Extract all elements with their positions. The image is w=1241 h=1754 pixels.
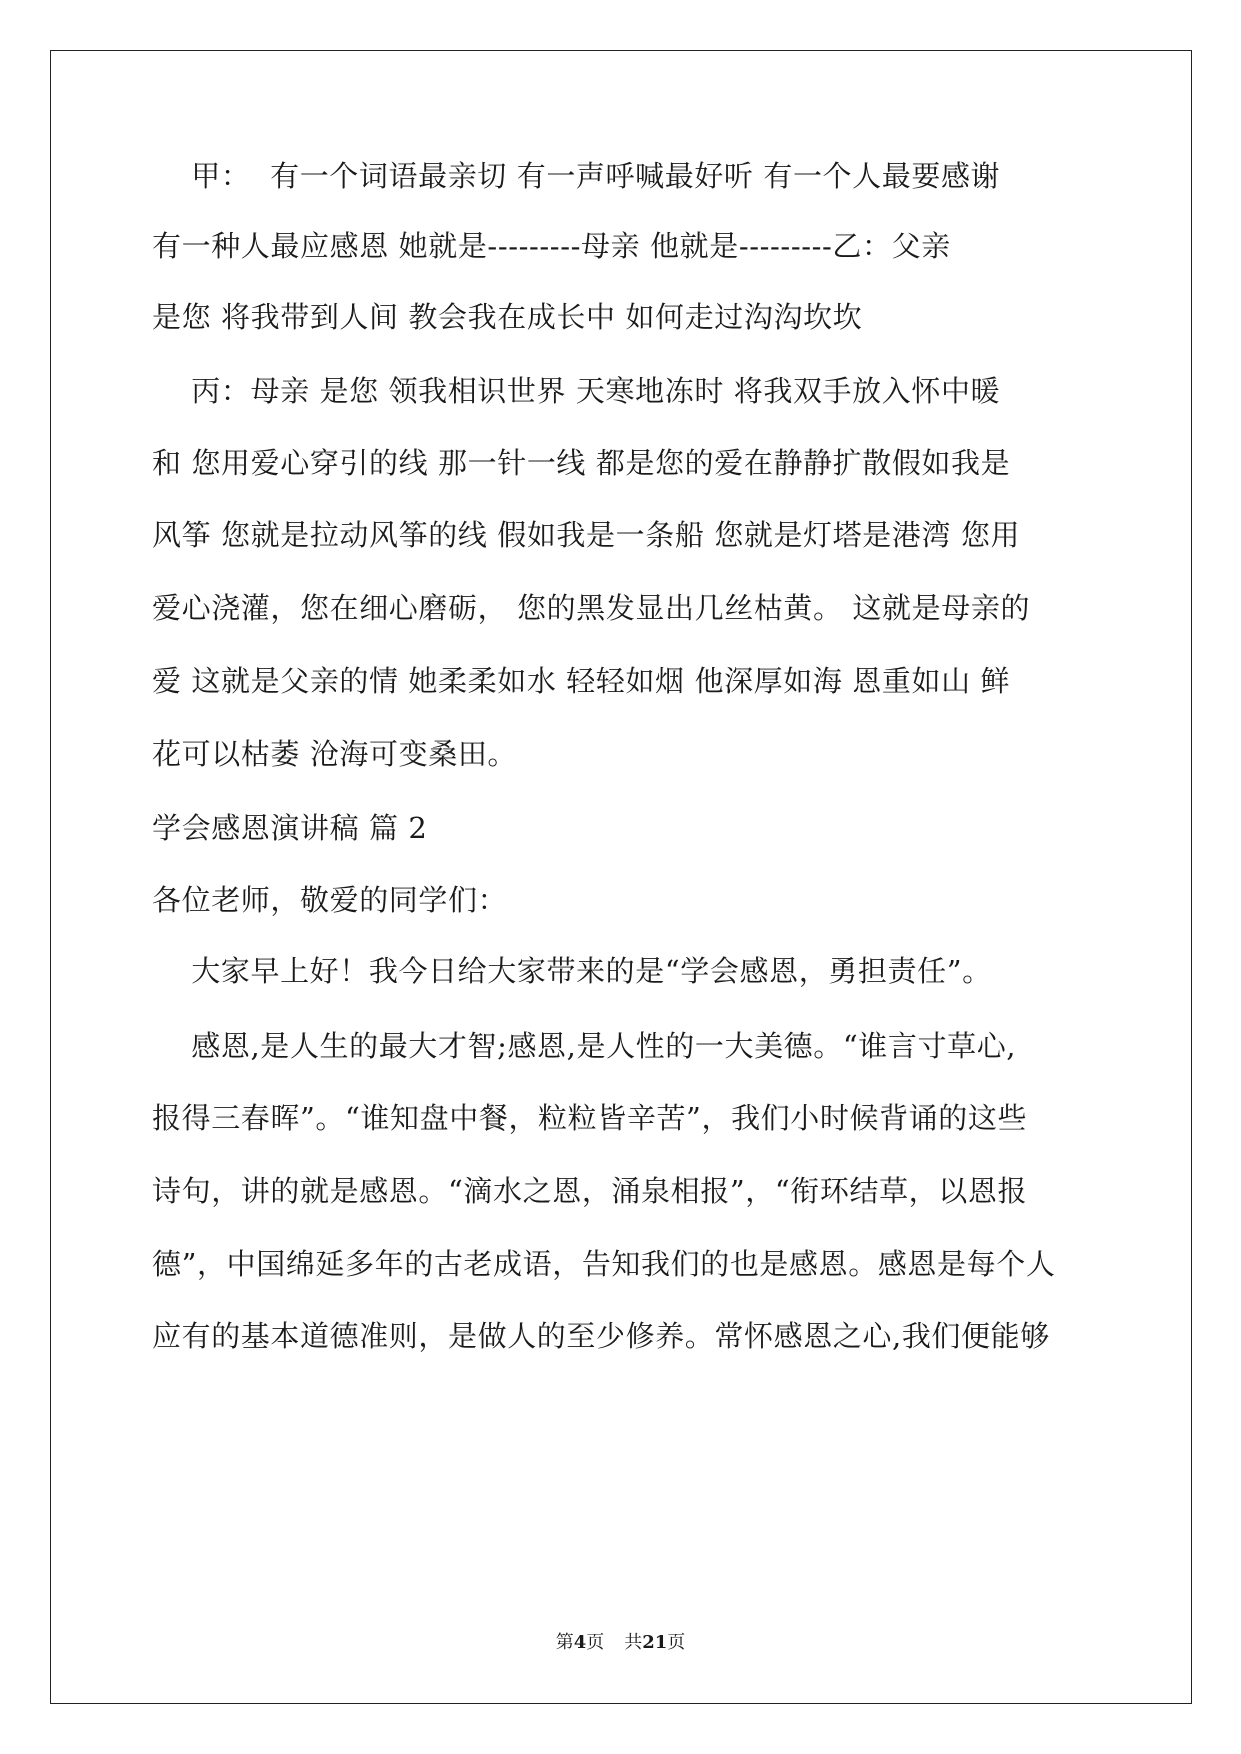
text-line: 丙：母亲 是您 领我相识世界 天寒地冻时 将我双手放入怀中暖 [152,374,1001,408]
page-number: 4 [573,1632,587,1653]
page-suffix: 页 [586,1632,605,1653]
text-line: 甲： 有一个词语最亲切 有一声呼喊最好听 有一个人最要感谢 [152,159,1001,193]
total-pages: 21 [642,1632,668,1653]
text-line: 大家早上好！我今日给大家带来的是“学会感恩，勇担责任”。 [152,954,992,988]
text-line: 风筝 您就是拉动风筝的线 假如我是一条船 您就是灯塔是港湾 您用 [152,518,1021,552]
salutation: 各位老师，敬爱的同学们： [152,883,508,917]
text-line: 有一种人最应感恩 她就是---------母亲 他就是---------乙：父亲 [152,229,951,263]
text-line: 德”，中国绵延多年的古老成语，告知我们的也是感恩。感恩是每个人 [152,1247,1056,1281]
page-footer [0,1632,1241,1654]
total-prefix: 共 [624,1632,643,1653]
text-line: 爱 这就是父亲的情 她柔柔如水 轻轻如烟 他深厚如海 恩重如山 鲜 [152,664,1011,698]
text-line: 应有的基本道德准则，是做人的至少修养。常怀感恩之心,我们便能够 [152,1319,1050,1353]
section-heading: 学会感恩演讲稿 篇 2 [152,811,428,845]
text-line: 感恩,是人生的最大才智;感恩,是人性的一大美德。“谁言寸草心, [152,1029,1017,1063]
text-line: 和 您用爱心穿引的线 那一针一线 都是您的爱在静静扩散假如我是 [152,446,1011,480]
text-line: 花可以枯萎 沧海可变桑田。 [152,737,518,771]
text-line: 报得三春晖”。“谁知盘中餐，粒粒皆辛苦”，我们小时候背诵的这些 [152,1101,1028,1135]
text-line: 诗句，讲的就是感恩。“滴水之恩，涌泉相报”，“衔环结草，以恩报 [152,1174,1028,1208]
text-line: 爱心浇灌，您在细心磨砺， 您的黑发显出几丝枯黄。 这就是母亲的 [152,591,1031,625]
text-line: 是您 将我带到人间 教会我在成长中 如何走过沟沟坎坎 [152,300,863,334]
total-suffix: 页 [667,1632,686,1653]
page-prefix: 第 [555,1632,574,1653]
